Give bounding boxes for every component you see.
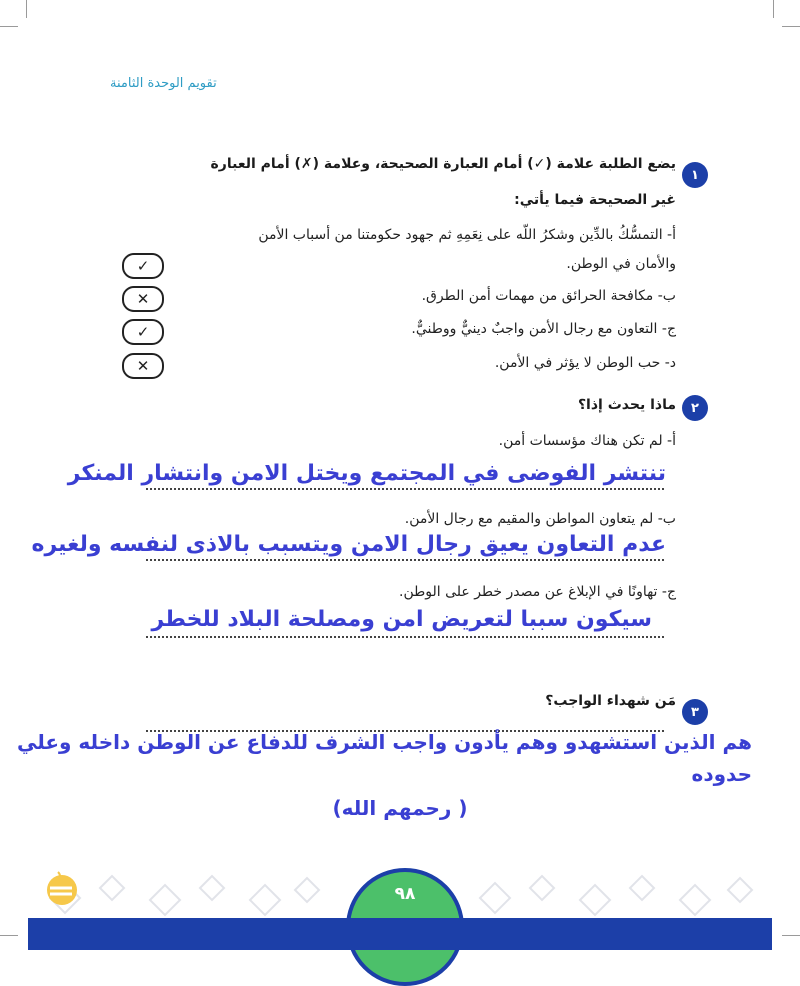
prompt-b: ب- لم يتعاون المواطن والمقيم مع رجال الأمن. [404, 511, 676, 527]
cross-mark-answer[interactable]: ✕ [122, 286, 164, 312]
question-3-title: مَن شهداء الواجب؟ [545, 693, 676, 709]
crop-mark [0, 935, 18, 936]
check-mark-answer[interactable]: ✓ [122, 319, 164, 345]
decorative-pattern-left [40, 858, 330, 918]
statement-a-continued: والأمان في الوطن. [566, 256, 676, 272]
answer-q3-line1[interactable]: هم الذين استشهدو وهم يأدون واجب الشرف للدفاع عن الوطن داخله وعلي [16, 730, 752, 754]
question-1-title: يضع الطلبة علامة (✓) أمام العبارة الصحيحة، وعلامة (✗) أمام العبارة [210, 156, 676, 172]
answer-b[interactable]: عدم التعاون يعيق رجال الامن ويتسبب بالاذى لنفسه ولغيره [31, 532, 666, 557]
prompt-c: ج- تهاونًا في الإبلاغ عن مصدر خطر على الوطن. [399, 584, 676, 600]
lamp-icon [42, 868, 80, 908]
question-3-number: ٣ [682, 699, 708, 725]
cross-mark-answer[interactable]: ✕ [122, 353, 164, 379]
answer-line [146, 488, 664, 490]
crop-mark [782, 26, 800, 27]
question-2-number: ٢ [682, 395, 708, 421]
answer-c[interactable]: سيكون سببا لتعريض امن ومصلحة البلاد للخطر [151, 607, 652, 632]
statement-a: أ- التمسُّكُ بالدِّين وشكرُ اللّه على نِعَمِهِ ثم جهود حكومتنا من أسباب الأمن [258, 227, 676, 243]
statement-c: ج- التعاون مع رجال الأمن واجبٌ دينيٌّ ووطنيٌّ. [411, 321, 676, 337]
answer-line [146, 636, 664, 638]
bottom-bar [28, 918, 772, 950]
unit-title: تقويم الوحدة الثامنة [110, 76, 217, 91]
question-1-number: ١ [682, 162, 708, 188]
check-mark-answer[interactable]: ✓ [122, 253, 164, 279]
decorative-pattern-right [470, 858, 770, 918]
prompt-a: أ- لم تكن هناك مؤسسات أمن. [498, 433, 676, 449]
page-number: ٩٨ [394, 884, 416, 904]
answer-a[interactable]: تنتشر الفوضى في المجتمع ويختل الامن وانتشار المنكر [67, 461, 666, 486]
answer-q3-line2[interactable]: حدوده [691, 762, 752, 786]
crop-mark [773, 0, 774, 18]
question-1-title-continued: غير الصحيحة فيما يأتي: [514, 192, 676, 208]
answer-q3-line3[interactable]: ( رحمهم الله) [332, 796, 468, 820]
crop-mark [26, 0, 27, 18]
question-2-title: ماذا يحدث إذا؟ [577, 397, 676, 413]
statement-d: د- حب الوطن لا يؤثر في الأمن. [494, 355, 676, 371]
answer-line [146, 559, 664, 561]
crop-mark [782, 935, 800, 936]
crop-mark [0, 26, 18, 27]
statement-b: ب- مكافحة الحرائق من مهمات أمن الطرق. [421, 288, 676, 304]
